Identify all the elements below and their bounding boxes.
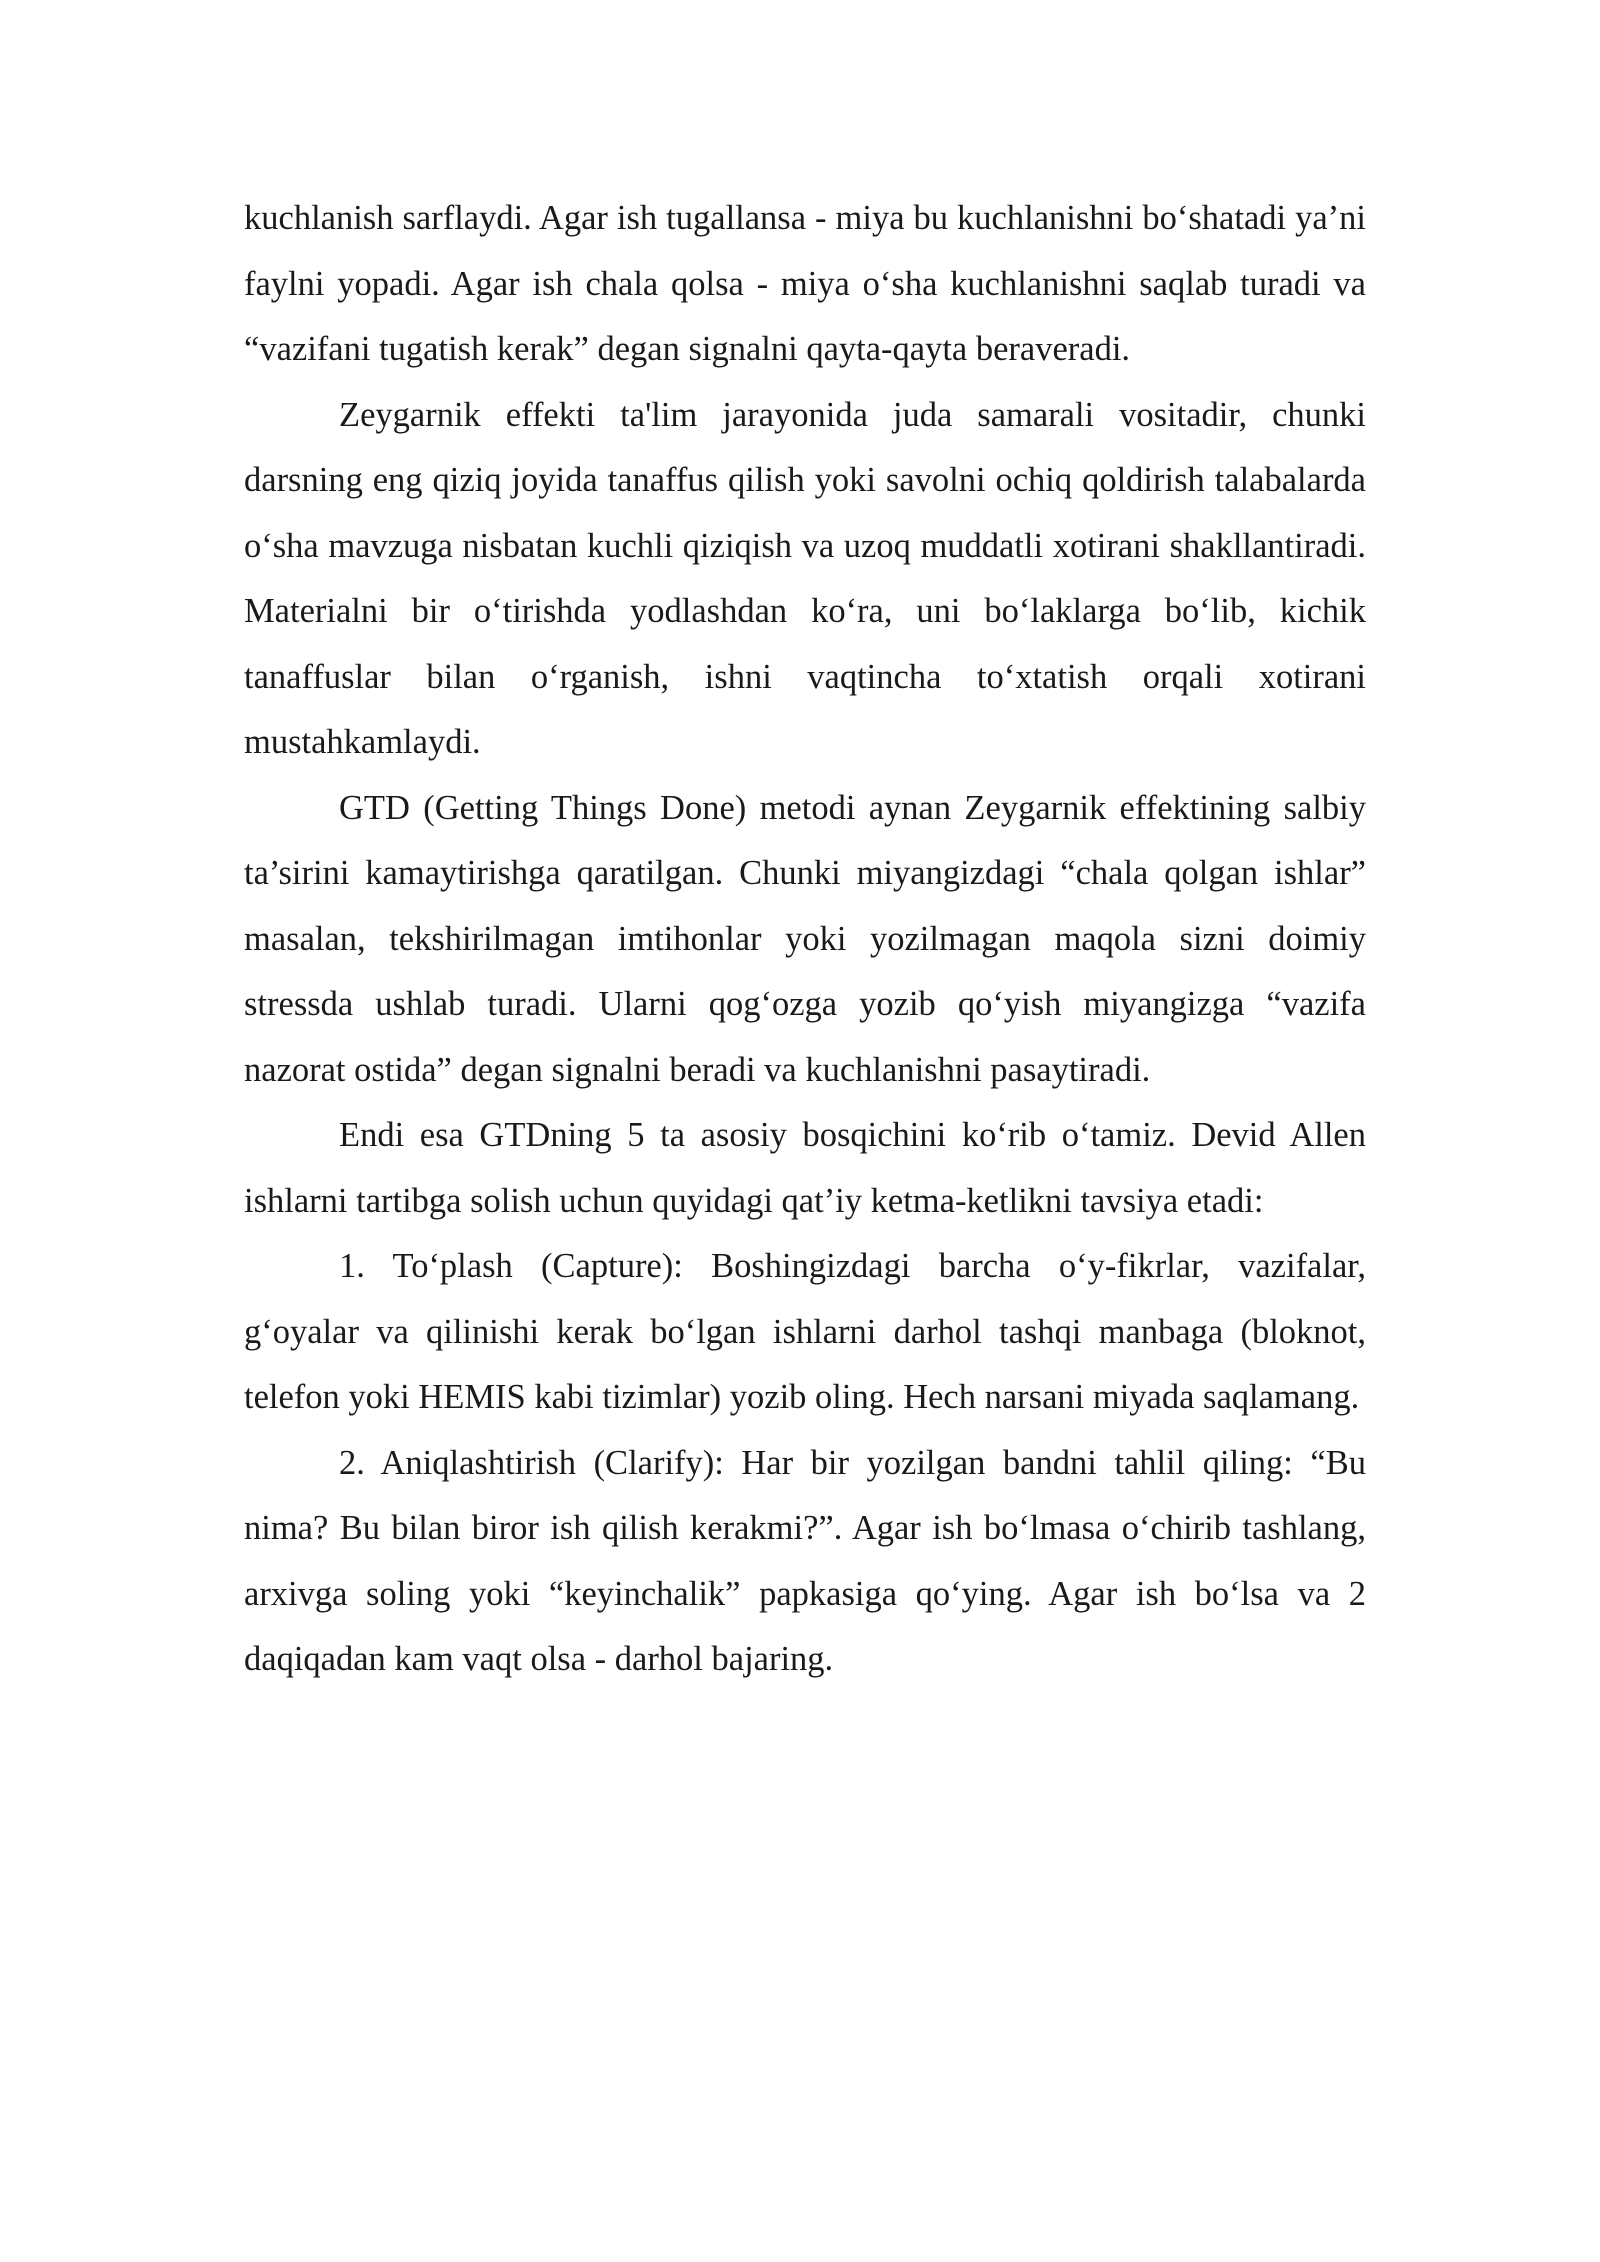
paragraph-gtd-steps-intro: Endi esa GTDning 5 ta asosiy bosqichini ko‘rib o‘tamiz. Devid Allen ishlarni tartibga solish uchun quyidagi qat’iy ketma-ketlikni tavsiya etadi: bbox=[244, 1116, 1366, 1220]
paragraph-gtd-method: GTD (Getting Things Done) metodi aynan Zeygarnik effektining salbiy ta’sirini kamaytirishga qaratilgan. Chunki miyangizdagi “chala qolgan ishlar” masalan, tekshirilmagan imtihonlar yoki yozilmagan maqola sizni doimiy stressda ushlab turadi. Ularni qog‘ozga yozib qo‘yish miyangizga “vazifa nazorat ostida” degan signalni beradi va kuchlanishni pasaytiradi. bbox=[244, 788, 1366, 1089]
paragraph-step-clarify: 2. Aniqlashtirish (Clarify): Har bir yozilgan bandni tahlil qiling: “Bu nima? Bu bilan biror ish qilish kerakmi?”. Agar ish bo‘lmasa o‘chirib tashlang, arxivga soling yoki “keyinchalik” papkasiga qo‘ying. Agar ish bo‘lsa va 2 daqiqadan kam vaqt olsa - darhol bajaring. bbox=[244, 1443, 1366, 1678]
document-body bbox=[244, 186, 1366, 1693]
paragraph-zeygarnik-education: Zeygarnik effekti ta'lim jarayonida juda samarali vositadir, chunki darsning eng qiziq joyida tanaffus qilish yoki savolni ochiq qoldirish talabalarda o‘sha mavzuga nisbatan kuchli qiziqish va uzoq muddatli xotirani shakllantiradi. Materialni bir o‘tirishda yodlashdan ko‘ra, uni bo‘laklarga bo‘lib, kichik tanaffuslar bilan o‘rganish, ishni vaqtincha to‘xtatish orqali xotirani mustahkamlaydi. bbox=[244, 395, 1366, 761]
paragraph-continuation: kuchlanish sarflaydi. Agar ish tugallansa - miya bu kuchlanishni bo‘shatadi ya’ni faylni yopadi. Agar ish chala qolsa - miya o‘sha kuchlanishni saqlab turadi va “vazifani tugatish kerak” degan signalni qayta-qayta beraveradi. bbox=[244, 199, 1366, 368]
paragraph-step-capture: 1. To‘plash (Capture): Boshingizdagi barcha o‘y-fikrlar, vazifalar, g‘oyalar va qilinishi kerak bo‘lgan ishlarni darhol tashqi manbaga (bloknot, telefon yoki HEMIS kabi tizimlar) yozib oling. Hech narsani miyada saqlamang. bbox=[244, 1247, 1366, 1416]
